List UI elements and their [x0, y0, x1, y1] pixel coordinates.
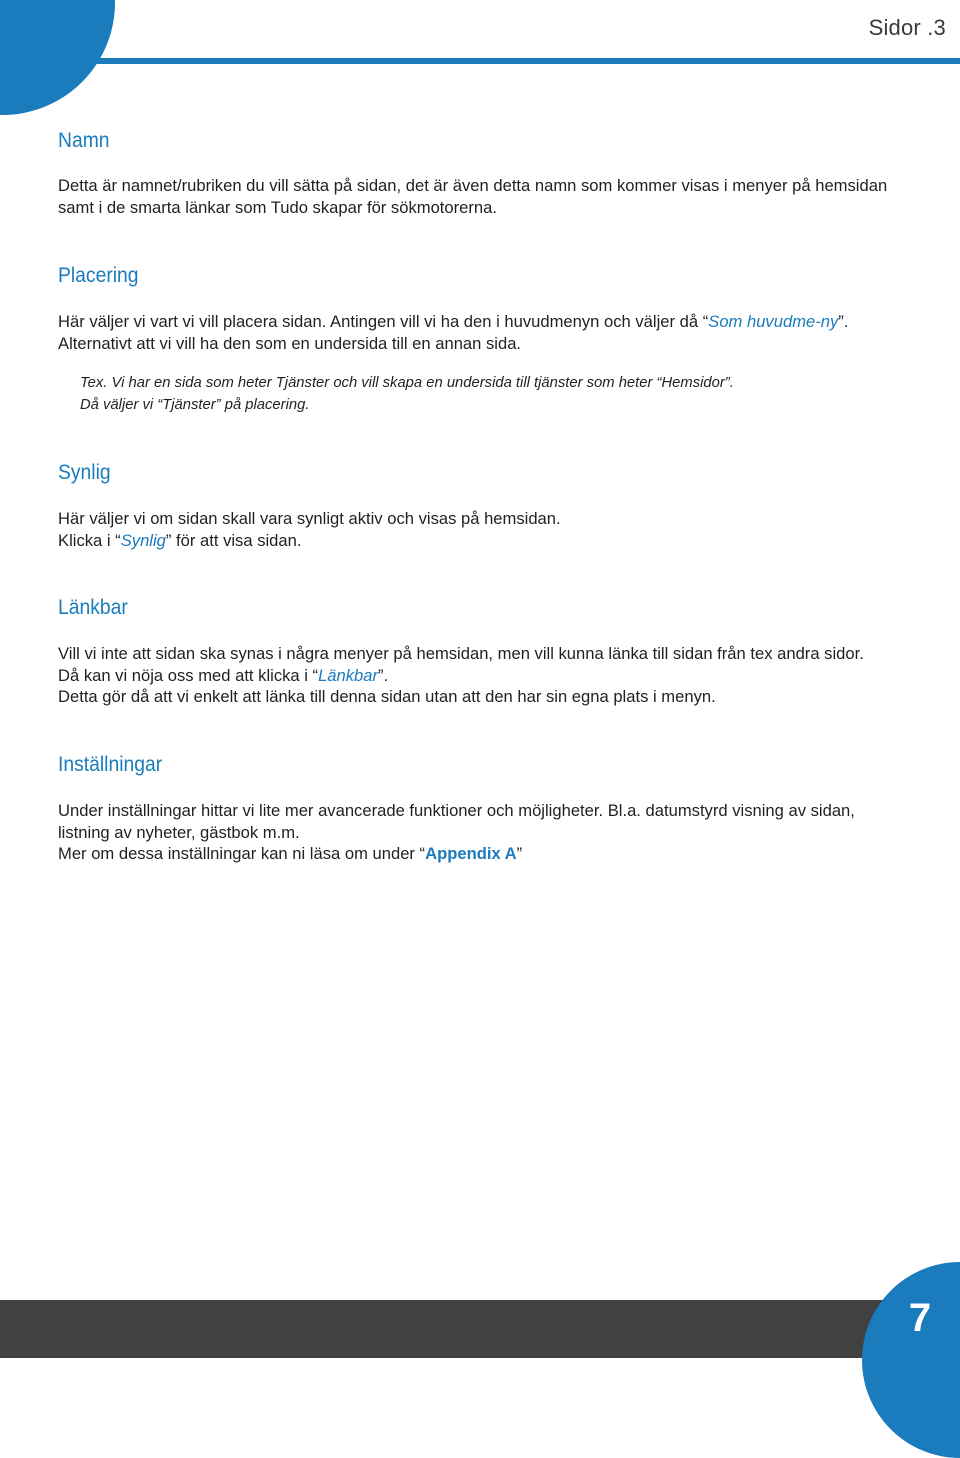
synlig-line2-before: Klicka i “ — [58, 530, 121, 550]
header-rule — [58, 58, 960, 64]
placering-option-som-huvudmeny: Som huvudme-ny — [708, 312, 839, 331]
page-number: 7 — [908, 1296, 932, 1340]
appendix-a-link[interactable]: Appendix A — [425, 844, 517, 863]
lankbar-paragraph — [58, 643, 888, 708]
placering-example-line1: Tex. Vi har en sida som heter Tjänster och vill skapa en undersida till tjänster som heter “Hemsidor”. — [80, 375, 734, 391]
heading-lankbar: Länkbar — [58, 596, 128, 619]
heading-placering: Placering — [58, 264, 139, 287]
lankbar-option: Länkbar — [318, 665, 379, 685]
installningar-text: Under inställningar hittar vi lite mer avancerade funktioner och möjligheter. Bl.a. datumstyrd visning av sidan, listning av nyheter, gästbok m.m. — [58, 801, 855, 842]
page-number-badge — [862, 1262, 960, 1458]
synlig-line1: Här väljer vi om sidan skall vara synligt aktiv och visas på hemsidan. — [58, 509, 561, 528]
lankbar-text-after: ”. — [378, 665, 389, 685]
lankbar-line2: Detta gör då att vi enkelt att länka till denna sidan utan att den har sin egna plats i menyn. — [58, 687, 716, 706]
namn-paragraph: Detta är namnet/rubriken du vill sätta på sidan, det är även detta namn som kommer visas i menyer på hemsidan samt i de smarta länkar som Tudo skapar för sökmotorerna. — [58, 176, 888, 217]
heading-synlig: Synlig — [58, 461, 111, 484]
placering-example-line2: Då väljer vi “Tjänster” på placering. — [80, 396, 310, 413]
placering-text-after: ”. Alternativt att vi vill ha den som en undersida till en annan sida. — [58, 312, 849, 353]
synlig-option: Synlig — [120, 530, 166, 550]
placering-text-before: Här väljer vi vart vi vill placera sidan. Antingen vill vi ha den i huvudmenyn och väljer då “ — [58, 312, 709, 331]
placering-example — [80, 373, 880, 416]
synlig-paragraph — [58, 508, 888, 551]
footer-bar — [0, 1300, 960, 1358]
placering-paragraph — [58, 311, 888, 354]
heading-installningar: Inställningar — [58, 753, 163, 776]
lankbar-text-before: Vill vi inte att sidan ska synas i några menyer på hemsidan, men vill kunna länka till sidan från tex andra sidor. Då kan vi nöja oss med att klicka i “ — [58, 644, 864, 685]
installningar-paragraph — [58, 800, 888, 865]
synlig-line2-after: ” för att visa sidan. — [165, 530, 302, 550]
heading-namn: Namn — [58, 129, 110, 152]
installningar-line2-after: ” — [516, 844, 523, 863]
page-header-title: Sidor .3 — [868, 15, 946, 40]
installningar-line2-before: Mer om dessa inställningar kan ni läsa om under “ — [58, 844, 426, 863]
